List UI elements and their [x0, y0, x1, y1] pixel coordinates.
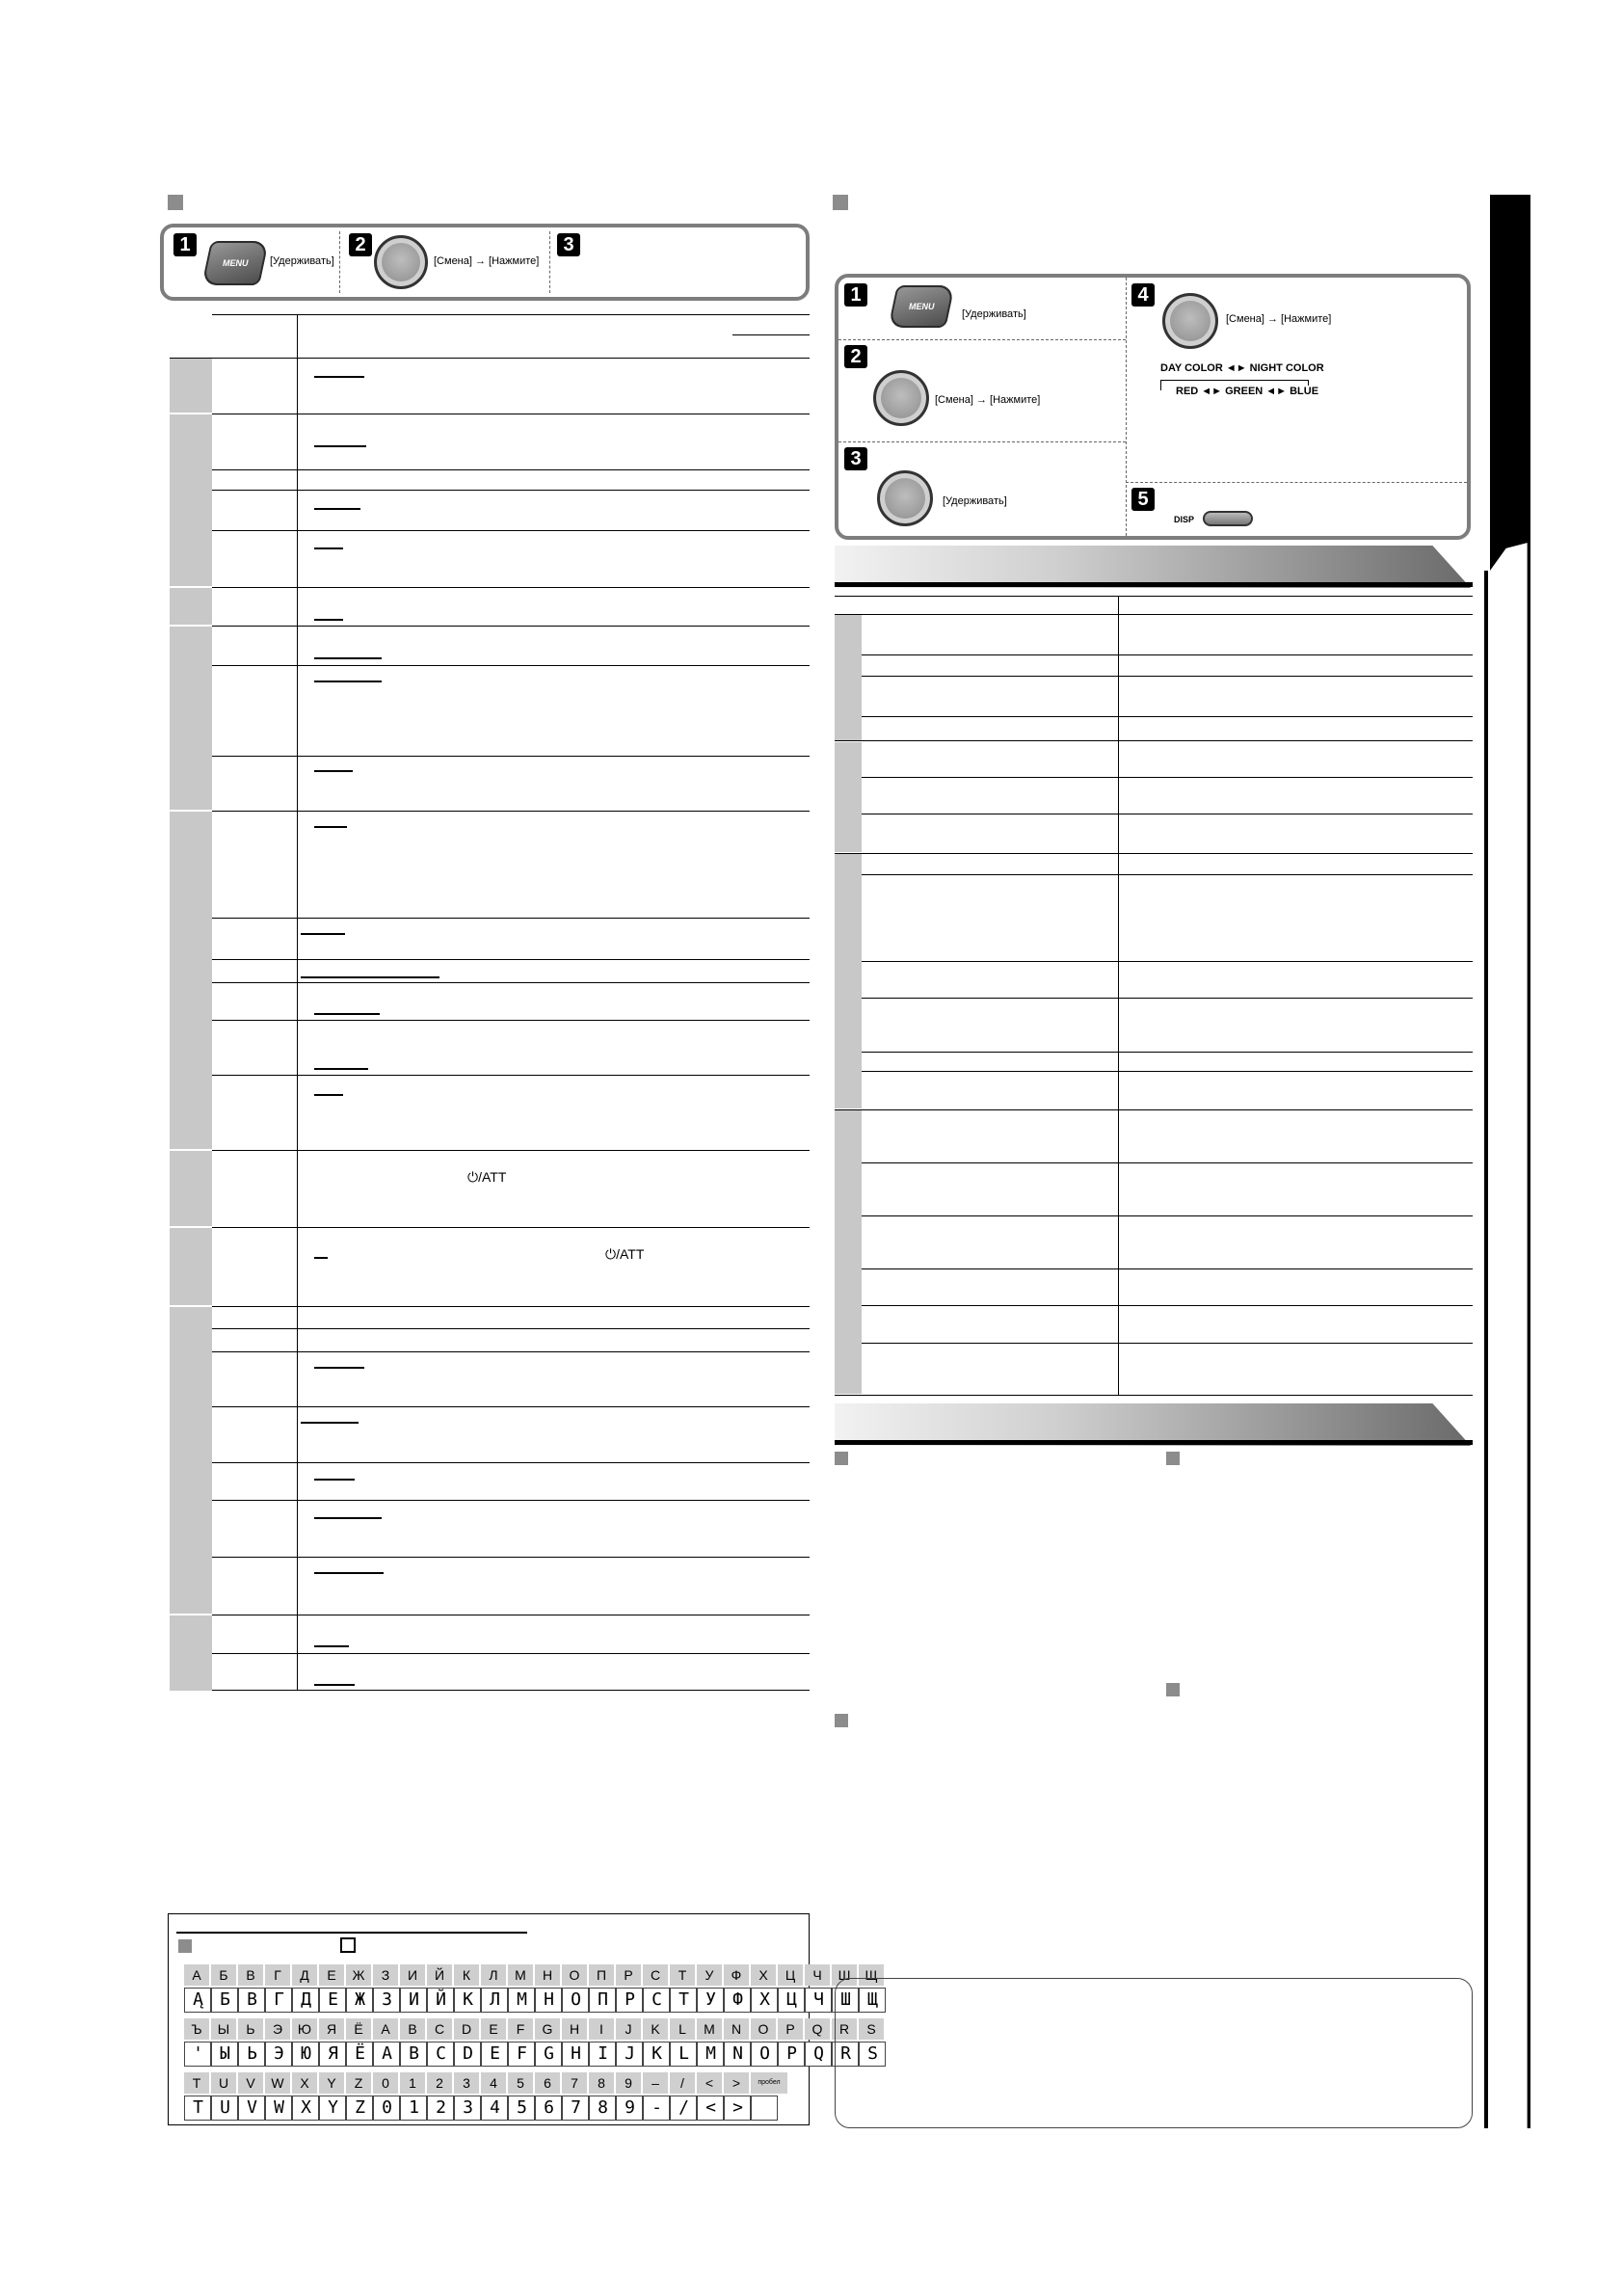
chart-letter: А: [184, 1964, 211, 1986]
rule: [835, 1395, 1473, 1396]
default-underline: [314, 445, 366, 447]
chart-letter: 2: [427, 2072, 454, 2094]
chart-display-glyph: /: [670, 2096, 697, 2121]
chart-display-glyph: F: [508, 2042, 535, 2067]
chart-letter: С: [643, 1964, 670, 1986]
rule: [212, 626, 810, 627]
hold-label: [Удерживать]: [943, 495, 1007, 507]
chart-display-glyph: Х: [751, 1988, 778, 2013]
chart-display-glyph: 3: [454, 2096, 481, 2121]
rule: [212, 490, 810, 491]
default-underline: [314, 1479, 355, 1481]
rule: [212, 1020, 810, 1021]
chart-display-glyph: I: [589, 2042, 616, 2067]
default-underline: [314, 826, 347, 828]
chart-letter: J: [616, 2018, 643, 2040]
chart-display-glyph: Ф: [724, 1988, 751, 2013]
default-underline: [314, 1645, 349, 1647]
chart-letter: /: [670, 2072, 697, 2094]
chart-letter: Й: [427, 1964, 454, 1986]
chart-display-glyph: И: [400, 1988, 427, 2013]
chart-letter: –: [643, 2072, 670, 2094]
menu-steps-box: [160, 224, 810, 301]
rule: [212, 1462, 810, 1463]
step-4-badge: 4: [1131, 283, 1155, 307]
rule: [212, 1557, 810, 1558]
rule: [212, 1075, 810, 1076]
category-cell: [170, 1151, 212, 1226]
rule: [212, 469, 810, 470]
rule: [212, 530, 810, 531]
rgb-cycle: RED ◄► GREEN ◄► BLUE: [1176, 386, 1319, 397]
chart-display-glyph: C: [427, 2042, 454, 2067]
chart-display-glyph: У: [697, 1988, 724, 2013]
divider: [339, 231, 340, 293]
chart-letter: 3: [454, 2072, 481, 2094]
chart-letter: Ш: [832, 1964, 859, 1986]
chart-display-glyph: Ч: [805, 1988, 832, 2013]
rule: [170, 358, 810, 359]
chart-display-glyph: Ы: [211, 2042, 238, 2067]
rule: [862, 1215, 1473, 1216]
rule: [212, 1653, 810, 1654]
chart-row-3-letters: [184, 2072, 789, 2094]
rule: [835, 740, 1473, 741]
step-5-badge: 5: [1131, 488, 1155, 511]
section-marker: [1166, 1452, 1180, 1465]
chart-row-2-display: [184, 2042, 886, 2067]
power-att-label: ⏻/ATT: [467, 1169, 507, 1185]
chart-letter: Ч: [805, 1964, 832, 1986]
chart-display-glyph: T: [184, 2096, 211, 2121]
rule: [862, 1305, 1473, 1306]
step-1-badge: 1: [173, 233, 197, 256]
section-marker: [835, 1452, 848, 1465]
control-dial[interactable]: [374, 235, 428, 289]
chart-display-glyph: L: [670, 2042, 697, 2067]
chart-letter: X: [292, 2072, 319, 2094]
hold-label: [Удерживать]: [270, 255, 334, 267]
chart-letter: P: [778, 2018, 805, 2040]
default-underline: [314, 547, 343, 549]
chart-letter: S: [859, 2018, 886, 2040]
chart-letter: N: [724, 2018, 751, 2040]
rule: [212, 959, 810, 960]
rule: [212, 665, 810, 666]
category-cell: [170, 627, 212, 810]
default-underline: [314, 376, 364, 378]
default-underline: [301, 1422, 359, 1424]
chart-display-glyph: Ц: [778, 1988, 805, 2013]
category-cell: [170, 1615, 212, 1691]
chart-display-glyph: Q: [805, 2042, 832, 2067]
chart-display-glyph: V: [238, 2096, 265, 2121]
chart-display-glyph: Я: [319, 2042, 346, 2067]
chart-letter: B: [400, 2018, 427, 2040]
chart-display-glyph: 1: [400, 2096, 427, 2121]
category-cell: [835, 854, 862, 1108]
chart-letter: П: [589, 1964, 616, 1986]
category-cell: [170, 1307, 212, 1614]
rule: [862, 777, 1473, 778]
rule: [1484, 571, 1488, 2128]
chart-display-glyph: J: [616, 2042, 643, 2067]
chart-display-glyph: [751, 2096, 778, 2121]
chart-letter: A: [373, 2018, 400, 2040]
day-night-cycle: DAY COLOR ◄► NIGHT COLOR: [1160, 362, 1324, 374]
chart-letter: 4: [481, 2072, 508, 2094]
step-3-badge: 3: [844, 447, 867, 470]
chart-display-glyph: Т: [670, 1988, 697, 2013]
hold-label: [Удерживать]: [962, 308, 1026, 320]
chart-display-glyph: O: [751, 2042, 778, 2067]
category-cell: [835, 742, 862, 852]
chart-display-glyph: N: [724, 2042, 751, 2067]
chart-letter: G: [535, 2018, 562, 2040]
default-underline: [314, 1517, 382, 1519]
rule: [176, 1932, 527, 1934]
divider: [549, 231, 550, 293]
rule: [835, 614, 1473, 615]
default-underline: [314, 1572, 384, 1574]
default-underline: [314, 1367, 364, 1369]
chart-letter: H: [562, 2018, 589, 2040]
chart-display-glyph: Г: [265, 1988, 292, 2013]
chart-display-glyph: W: [265, 2096, 292, 2121]
default-underline: [301, 976, 439, 978]
chart-letter: Э: [265, 2018, 292, 2040]
chart-display-glyph: Ё: [346, 2042, 373, 2067]
change-press-label: [Смена] → [Нажмите]: [434, 255, 540, 267]
default-underline: [301, 933, 345, 935]
menu-button[interactable]: MENU: [201, 241, 269, 285]
chart-letter: Ц: [778, 1964, 805, 1986]
section-marker: [168, 195, 183, 210]
divider: [838, 339, 1126, 340]
chart-letter: Х: [751, 1964, 778, 1986]
rule: [862, 1268, 1473, 1269]
rule: [212, 756, 810, 757]
category-cell: [835, 1110, 862, 1394]
rule: [297, 314, 298, 1691]
chart-letter: Ж: [346, 1964, 373, 1986]
chart-letter: Z: [346, 2072, 373, 2094]
chart-display-glyph: 2: [427, 2096, 454, 2121]
chart-display-glyph: С: [643, 1988, 670, 2013]
rule: [835, 582, 1473, 587]
chart-display-glyph: Э: [265, 2042, 292, 2067]
disp-button[interactable]: [1203, 511, 1253, 526]
step-2-badge: 2: [349, 233, 372, 256]
chart-display-glyph: B: [400, 2042, 427, 2067]
step-2-badge: 2: [844, 345, 867, 368]
chart-letter: O: [751, 2018, 778, 2040]
chart-display-glyph: ': [184, 2042, 211, 2067]
chart-display-glyph: Л: [481, 1988, 508, 2013]
chart-letter: У: [697, 1964, 724, 1986]
divider: [1126, 278, 1127, 536]
rule: [835, 1440, 1473, 1445]
chart-letter: пробел: [751, 2072, 789, 2094]
chart-display-glyph: A: [373, 2042, 400, 2067]
disp-label: DISP: [1174, 515, 1195, 524]
chart-display-glyph: -: [643, 2096, 670, 2121]
chart-display-glyph: P: [778, 2042, 805, 2067]
chart-display-glyph: Ш: [832, 1988, 859, 2013]
chart-letter: 1: [400, 2072, 427, 2094]
chart-display-glyph: Z: [346, 2096, 373, 2121]
chart-display-glyph: Y: [319, 2096, 346, 2121]
chart-letter: 9: [616, 2072, 643, 2094]
chart-letter: D: [454, 2018, 481, 2040]
chart-display-glyph: D: [454, 2042, 481, 2067]
chart-letter: Т: [670, 1964, 697, 1986]
power-att-label: ⏻/ATT: [605, 1246, 645, 1262]
default-underline: [314, 1094, 343, 1096]
section-marker: [835, 1714, 848, 1727]
step-1-badge: 1: [844, 283, 867, 307]
chart-display-glyph: S: [859, 2042, 886, 2067]
chart-letter: R: [832, 2018, 859, 2040]
chart-letter: Л: [481, 1964, 508, 1986]
chart-display-glyph: П: [589, 1988, 616, 2013]
rule: [862, 1052, 1473, 1053]
chart-letter: Ю: [292, 2018, 319, 2040]
chart-letter: М: [508, 1964, 535, 1986]
chart-letter: 5: [508, 2072, 535, 2094]
category-cell: [835, 615, 862, 740]
chart-letter: U: [211, 2072, 238, 2094]
chart-letter: Ъ: [184, 2018, 211, 2040]
chart-letter: 8: [589, 2072, 616, 2094]
rule: [212, 1306, 810, 1307]
chart-display-glyph: 9: [616, 2096, 643, 2121]
control-dial[interactable]: [877, 470, 933, 526]
chart-display-glyph: Б: [211, 1988, 238, 2013]
color-steps-box: [835, 274, 1471, 540]
rule: [212, 1500, 810, 1501]
category-cell: [170, 359, 212, 413]
chart-display-glyph: 4: [481, 2096, 508, 2121]
chart-letter: I: [589, 2018, 616, 2040]
chart-letter: Н: [535, 1964, 562, 1986]
category-cell: [170, 414, 212, 586]
rule: [212, 1328, 810, 1329]
rule: [862, 1343, 1473, 1344]
rule: [212, 1351, 810, 1352]
rule: [170, 1690, 810, 1691]
chart-display-glyph: 6: [535, 2096, 562, 2121]
chart-row-1-letters: [184, 1964, 886, 1986]
divider: [838, 441, 1126, 442]
default-underline: [314, 1013, 380, 1015]
control-dial[interactable]: [1162, 293, 1218, 349]
chart-display-glyph: Ь: [238, 2042, 265, 2067]
section-marker: [178, 1939, 192, 1953]
chart-row-2-letters: [184, 2018, 886, 2040]
rule: [862, 961, 1473, 962]
chart-letter: Е: [319, 1964, 346, 1986]
chart-display-glyph: X: [292, 2096, 319, 2121]
chart-letter: Y: [319, 2072, 346, 2094]
chart-display-glyph: <: [697, 2096, 724, 2121]
rule: [835, 853, 1473, 854]
category-cell: [170, 812, 212, 1149]
rule: [212, 1150, 810, 1151]
chart-letter: Г: [265, 1964, 292, 1986]
default-underline: [314, 1257, 328, 1259]
chart-letter: Р: [616, 1964, 643, 1986]
chart-letter: Ф: [724, 1964, 751, 1986]
chart-row-1-display: [184, 1988, 886, 2013]
rule: [212, 314, 810, 315]
chart-row-3-display: [184, 2096, 778, 2121]
chart-display-glyph: Р: [616, 1988, 643, 2013]
rule: [212, 811, 810, 812]
default-underline: [314, 657, 382, 659]
rule: [212, 1406, 810, 1407]
chart-letter: T: [184, 2072, 211, 2094]
chart-letter: Щ: [859, 1964, 886, 1986]
change-press-label: [Смена] → [Нажмите]: [935, 394, 1041, 406]
divider: [1126, 482, 1467, 483]
chart-letter: В: [238, 1964, 265, 1986]
rule: [212, 587, 810, 588]
chart-letter: И: [400, 1964, 427, 1986]
step-3-badge: 3: [557, 233, 580, 256]
chart-display-glyph: Ю: [292, 2042, 319, 2067]
rule: [862, 998, 1473, 999]
character-chart-box: [168, 1913, 878, 2125]
rule: [212, 918, 810, 919]
chart-display-glyph: З: [373, 1988, 400, 2013]
chart-letter: Ё: [346, 2018, 373, 2040]
control-dial[interactable]: [873, 370, 929, 426]
chart-letter: L: [670, 2018, 697, 2040]
chart-display-glyph: G: [535, 2042, 562, 2067]
chart-display-glyph: R: [832, 2042, 859, 2067]
category-cell: [170, 1228, 212, 1305]
default-underline: [314, 681, 382, 682]
chart-letter: Б: [211, 1964, 238, 1986]
rule: [862, 654, 1473, 655]
chart-display-glyph: М: [508, 1988, 535, 2013]
default-underline: [314, 1684, 355, 1686]
chart-display-glyph: К: [454, 1988, 481, 2013]
chart-display-glyph: 8: [589, 2096, 616, 2121]
chart-letter: W: [265, 2072, 292, 2094]
chart-display-glyph: K: [643, 2042, 670, 2067]
rule: [212, 1227, 810, 1228]
default-underline: [314, 770, 353, 772]
chart-display-glyph: Д: [292, 1988, 319, 2013]
chart-display-glyph: >: [724, 2096, 751, 2121]
chart-letter: К: [454, 1964, 481, 1986]
rule: [862, 874, 1473, 875]
note-box: [835, 1978, 1473, 2128]
section-marker: [833, 195, 848, 210]
chart-display-glyph: E: [481, 2042, 508, 2067]
chart-display-glyph: M: [697, 2042, 724, 2067]
rule: [862, 676, 1473, 677]
chart-letter: Я: [319, 2018, 346, 2040]
chart-display-glyph: 7: [562, 2096, 589, 2121]
rule: [862, 1162, 1473, 1163]
chart-display-glyph: 5: [508, 2096, 535, 2121]
rule: [732, 334, 810, 335]
rule: [835, 1109, 1473, 1110]
default-underline: [314, 619, 343, 621]
chart-display-glyph: Щ: [859, 1988, 886, 2013]
chart-letter: Д: [292, 1964, 319, 1986]
checkbox-icon: [340, 1937, 356, 1953]
chart-display-glyph: О: [562, 1988, 589, 2013]
chart-letter: >: [724, 2072, 751, 2094]
chart-display-glyph: 0: [373, 2096, 400, 2121]
chart-letter: З: [373, 1964, 400, 1986]
chart-letter: 7: [562, 2072, 589, 2094]
chart-letter: О: [562, 1964, 589, 1986]
default-underline: [314, 1068, 368, 1070]
chart-letter: 6: [535, 2072, 562, 2094]
chart-display-glyph: Й: [427, 1988, 454, 2013]
menu-button[interactable]: MENU: [888, 285, 954, 328]
chart-letter: <: [697, 2072, 724, 2094]
chart-display-glyph: H: [562, 2042, 589, 2067]
rule: [862, 1071, 1473, 1072]
section-marker: [1166, 1683, 1180, 1696]
chart-display-glyph: Ж: [346, 1988, 373, 2013]
page-edge-tab-cut: [1490, 195, 1530, 571]
chart-display-glyph: U: [211, 2096, 238, 2121]
chart-letter: V: [238, 2072, 265, 2094]
chart-display-glyph: Е: [319, 1988, 346, 2013]
chart-letter: Q: [805, 2018, 832, 2040]
chart-letter: C: [427, 2018, 454, 2040]
rule: [835, 596, 1473, 597]
chart-letter: 0: [373, 2072, 400, 2094]
rule: [862, 716, 1473, 717]
chart-letter: M: [697, 2018, 724, 2040]
chart-letter: K: [643, 2018, 670, 2040]
chart-letter: Ы: [211, 2018, 238, 2040]
chart-display-glyph: Ą: [184, 1988, 211, 2013]
chart-letter: E: [481, 2018, 508, 2040]
rule: [212, 982, 810, 983]
change-press-label: [Смена] → [Нажмите]: [1226, 313, 1332, 325]
chart-display-glyph: В: [238, 1988, 265, 2013]
category-cell: [170, 588, 212, 625]
chart-display-glyph: Н: [535, 1988, 562, 2013]
chart-letter: F: [508, 2018, 535, 2040]
chart-letter: Ь: [238, 2018, 265, 2040]
default-underline: [314, 508, 360, 510]
